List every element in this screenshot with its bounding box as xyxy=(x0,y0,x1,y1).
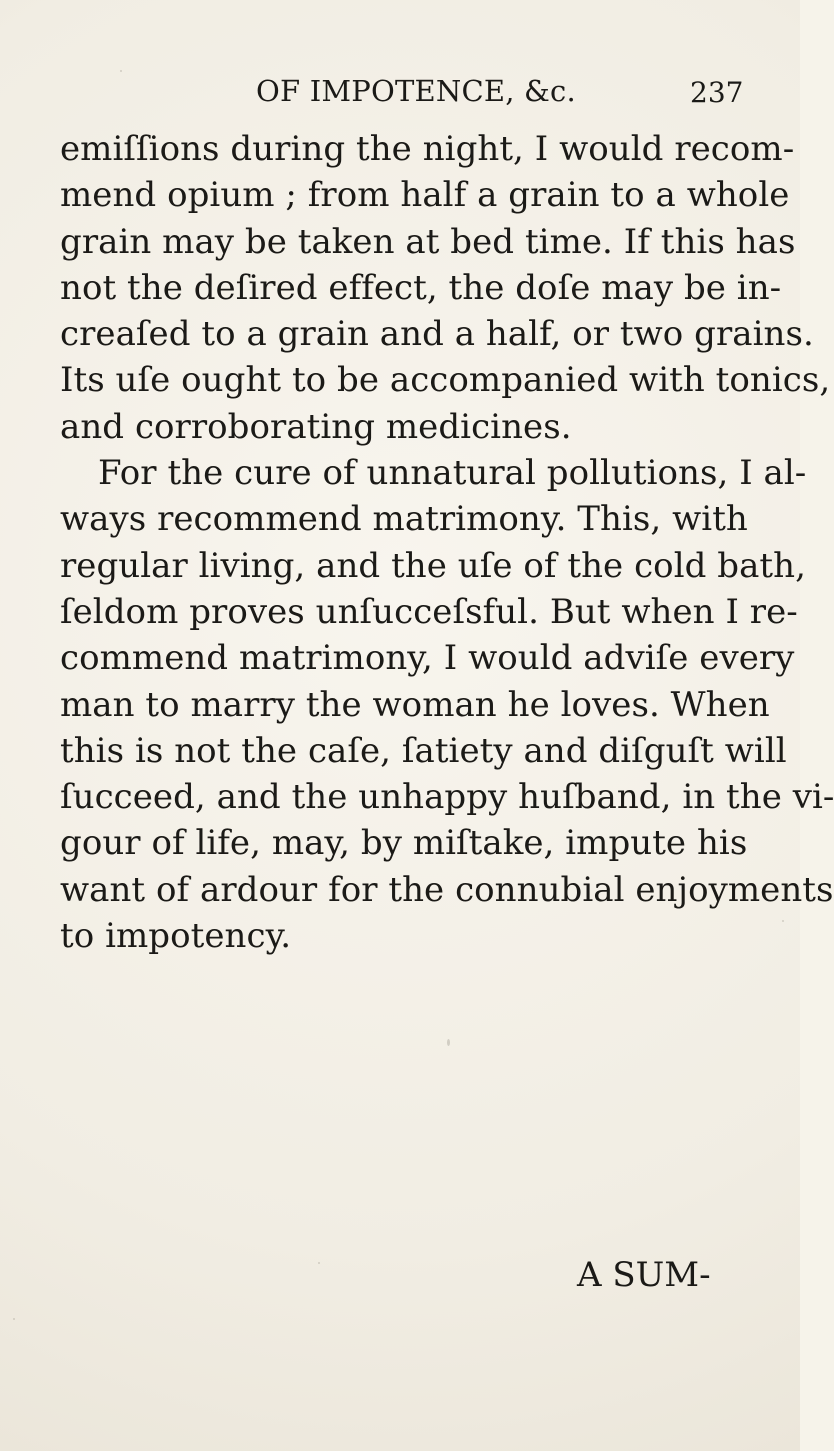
text-line: this is not the caſe, ſatiety and diſguſt will xyxy=(60,730,787,771)
paper-speck xyxy=(782,920,784,922)
body-text xyxy=(60,126,834,959)
text-line: Its uſe ought to be accompanied with tonics, xyxy=(60,360,831,401)
paper-speck xyxy=(13,1318,15,1320)
text-line: ſucceed, and the unhappy huſband, in the vi- xyxy=(60,777,834,818)
text-line: mend opium ; from half a grain to a whole xyxy=(60,175,790,216)
text-line: gour of life, may, by miſtake, impute his xyxy=(60,823,748,864)
text-line: man to marry the woman he loves. When xyxy=(60,684,770,725)
text-line: creaſed to a grain and a half, or two grains. xyxy=(60,314,814,355)
running-title: OF IMPOTENCE, &c. xyxy=(256,74,576,108)
text-line: ſeldom proves unſucceſsful. But when I re- xyxy=(60,591,798,632)
text-line: want of ardour for the connubial enjoyments xyxy=(60,869,834,910)
catchword: A SUM- xyxy=(577,1255,711,1295)
text-line: regular living, and the uſe of the cold bath, xyxy=(60,545,806,586)
paper-speck xyxy=(447,1039,450,1046)
text-line: and corroborating medicines. xyxy=(60,406,572,447)
running-head xyxy=(0,74,800,114)
text-line: ways recommend matrimony. This, with xyxy=(60,499,748,540)
paper-speck xyxy=(318,1262,320,1264)
paper-speck xyxy=(120,70,122,72)
page-number: 237 xyxy=(690,76,744,109)
paragraph-start-line: For the cure of unnatural pollutions, I al- xyxy=(98,453,807,494)
text-line: commend matrimony, I would adviſe every xyxy=(60,638,795,679)
text-line: grain may be taken at bed time. If this has xyxy=(60,221,796,262)
text-line: emiſſions during the night, I would recom- xyxy=(60,129,795,169)
text-line: not the deſired effect, the doſe may be in- xyxy=(60,267,782,308)
text-line: to impotency. xyxy=(60,916,292,957)
